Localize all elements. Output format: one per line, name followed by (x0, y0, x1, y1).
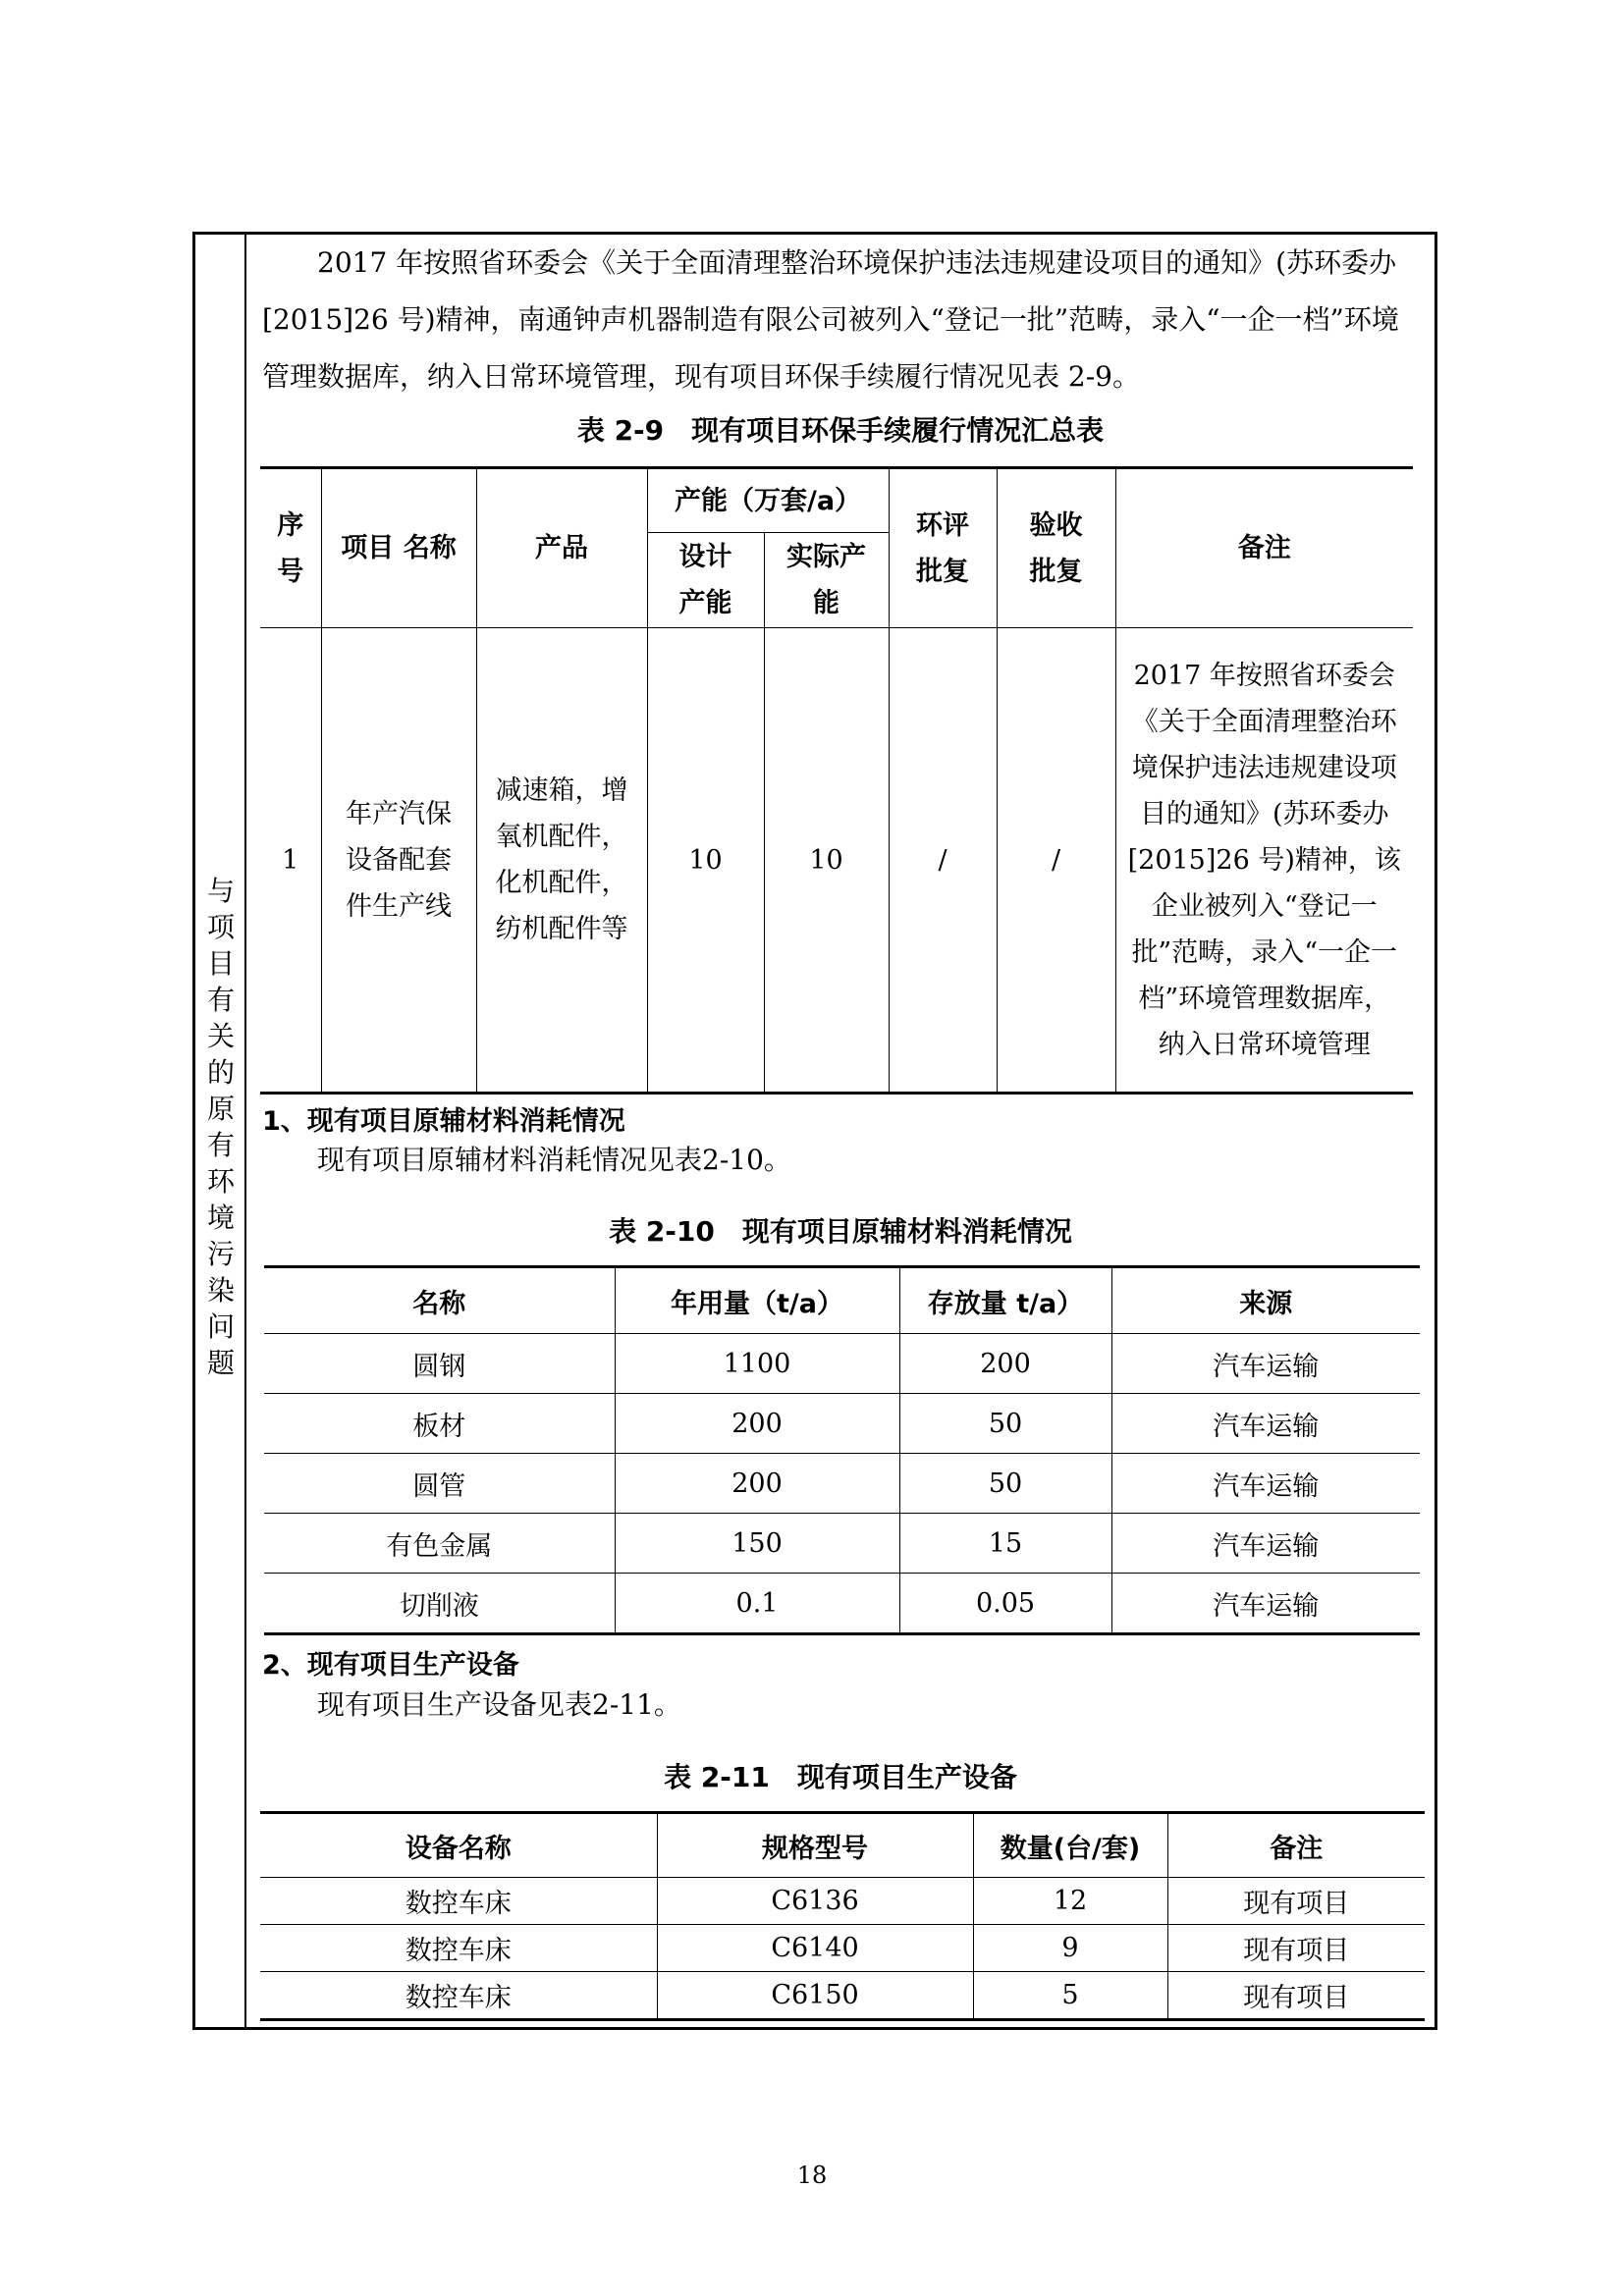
cell-source: 汽车运输 (1111, 1514, 1420, 1574)
section-1-heading: 1、现有项目原辅材料消耗情况 (262, 1106, 625, 1137)
cell-equipment-name: 数控车床 (260, 1878, 657, 1925)
cell-annual-usage: 200 (615, 1454, 899, 1514)
section-2-heading: 2、现有项目生产设备 (262, 1650, 519, 1681)
cell-storage: 50 (899, 1454, 1111, 1514)
header-equipment-remark: 备注 (1167, 1813, 1425, 1878)
cell-material-name: 切削液 (264, 1574, 615, 1634)
sidebar-char: 环 (206, 1165, 235, 1198)
cell-model: C6150 (657, 1972, 973, 2020)
main-content (246, 235, 1435, 2027)
cell-storage: 200 (899, 1334, 1111, 1394)
cell-annual-usage: 0.1 (615, 1574, 899, 1634)
cell-equipment-name: 数控车床 (260, 1925, 657, 1972)
header-project-name: 项目 名称 (321, 468, 476, 628)
cell-annual-usage: 200 (615, 1394, 899, 1454)
table-2-10-caption: 表 2-10 现有项目原辅材料消耗情况 (609, 1215, 1072, 1248)
section-2-text: 现有项目生产设备见表2-11。 (317, 1688, 681, 1721)
cell-quantity: 5 (973, 1972, 1167, 2020)
section-1-text: 现有项目原辅材料消耗情况见表2-10。 (317, 1144, 791, 1176)
table-row (260, 1878, 1425, 1925)
cell-model: C6136 (657, 1878, 973, 1925)
cell-product: 减速箱，增氧机配件，化机配件，纺机配件等 (476, 628, 647, 1094)
table-2-11 (260, 1811, 1425, 2021)
header-eia-approval: 环评批复 (889, 468, 997, 628)
sidebar-char: 项 (206, 911, 235, 943)
page-number: 18 (796, 2162, 828, 2189)
header-actual-capacity: 实际产能 (764, 533, 889, 628)
header-design-capacity: 设计产能 (647, 533, 764, 628)
page-frame (192, 232, 1437, 2030)
table-row (260, 1972, 1425, 2020)
cell-actual-capacity: 10 (764, 628, 889, 1094)
cell-annual-usage: 150 (615, 1514, 899, 1574)
cell-seq: 1 (260, 628, 321, 1094)
table-2-10 (264, 1265, 1420, 1635)
sidebar-char: 有 (206, 1129, 235, 1161)
cell-project-name: 年产汽保设备配套件生产线 (321, 628, 476, 1094)
sidebar-char: 目 (206, 947, 235, 980)
cell-annual-usage: 1100 (615, 1334, 899, 1394)
section-sidebar (195, 235, 246, 2027)
table-row (264, 1334, 1420, 1394)
cell-material-name: 圆钢 (264, 1334, 615, 1394)
sidebar-char: 的 (206, 1056, 235, 1089)
header-quantity: 数量(台/套) (973, 1813, 1167, 1878)
cell-source: 汽车运输 (1213, 1590, 1320, 1622)
cell-quantity: 9 (973, 1925, 1167, 1972)
cell-equipment-remark: 现有项目 (1243, 1983, 1350, 2013)
header-material-name: 名称 (264, 1267, 615, 1334)
cell-source: 汽车运输 (1111, 1454, 1420, 1514)
sidebar-char: 问 (206, 1310, 235, 1343)
header-annual-usage: 年用量（t/a） (615, 1267, 899, 1334)
sidebar-char: 与 (206, 875, 235, 907)
header-model: 规格型号 (657, 1813, 973, 1878)
cell-material-name: 板材 (264, 1394, 615, 1454)
table-row (260, 1925, 1425, 1972)
cell-material-name: 圆管 (264, 1454, 615, 1514)
cell-source: 汽车运输 (1111, 1394, 1420, 1454)
sidebar-label (195, 873, 246, 1381)
cell-source: 汽车运输 (1111, 1334, 1420, 1394)
sidebar-char: 原 (206, 1093, 235, 1125)
header-storage: 存放量 t/a） (899, 1267, 1111, 1334)
table-2-11-caption: 表 2-11 现有项目生产设备 (664, 1761, 1017, 1793)
header-equipment-name: 设备名称 (260, 1813, 657, 1878)
cell-equipment-remark: 现有项目 (1167, 1925, 1425, 1972)
sidebar-char: 关 (206, 1020, 235, 1052)
cell-eia-approval: / (889, 628, 997, 1094)
table-row (264, 1514, 1420, 1574)
header-capacity: 产能（万套/a） (647, 468, 889, 533)
table-row (260, 628, 1413, 1094)
cell-material-name: 有色金属 (264, 1514, 615, 1574)
cell-storage: 50 (899, 1394, 1111, 1454)
cell-remark: 2017 年按照省环委会《关于全面清理整治环境保护违法违规建设项目的通知》(苏环委办[2015]26 号)精神，该企业被列入“登记一批”范畴，录入“一企一档”环境管理数据库，纳入日常环境管理 (1115, 628, 1413, 1094)
sidebar-char: 污 (206, 1238, 235, 1270)
table-2-9 (260, 466, 1413, 1095)
cell-equipment-name: 数控车床 (260, 1972, 657, 2020)
header-source: 来源 (1111, 1267, 1420, 1334)
table-row (264, 1454, 1420, 1514)
sidebar-char: 有 (206, 984, 235, 1016)
sidebar-char: 染 (206, 1274, 235, 1307)
table-2-9-caption: 表 2-9 现有项目环保手续履行情况汇总表 (576, 414, 1105, 447)
cell-design-capacity: 10 (647, 628, 764, 1094)
cell-quantity: 12 (973, 1878, 1167, 1925)
cell-acceptance-approval: / (997, 628, 1115, 1094)
table-row (264, 1394, 1420, 1454)
sidebar-char: 境 (206, 1201, 235, 1234)
cell-storage: 0.05 (899, 1574, 1111, 1634)
cell-storage: 15 (899, 1514, 1111, 1574)
intro-paragraph: 2017 年按照省环委会《关于全面清理整治环境保护违法违规建设项目的通知》(苏环委办[2015]26 号)精神，南通钟声机器制造有限公司被列入“登记一批”范畴，录入“一企一档”环境管理数据库，纳入日常环境管理，现有项目环保手续履行情况见表 2-9。 (262, 246, 1399, 393)
cell-equipment-remark: 现有项目 (1167, 1878, 1425, 1925)
header-seq: 序号 (260, 468, 321, 628)
header-acceptance-approval: 验收批复 (997, 468, 1115, 628)
cell-model: C6140 (657, 1925, 973, 1972)
header-product: 产品 (476, 468, 647, 628)
table-row (264, 1574, 1420, 1634)
header-remark: 备注 (1115, 468, 1413, 628)
sidebar-char: 题 (206, 1347, 235, 1379)
